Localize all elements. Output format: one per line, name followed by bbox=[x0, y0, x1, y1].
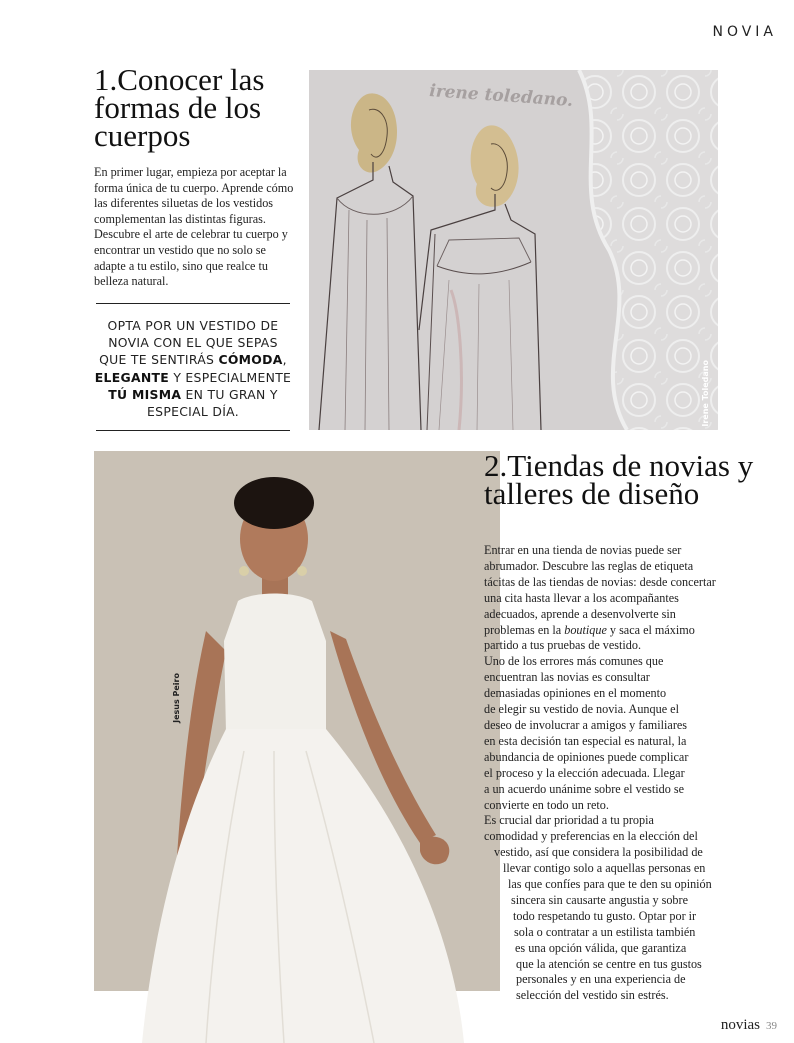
fashion-sketch-image bbox=[309, 70, 718, 430]
section-tag: NOVIA bbox=[712, 24, 777, 40]
section1-body: En primer lugar, empieza por aceptar la forma única de tu cuerpo. Aprende cómo las diferentes siluetas de los vestidos complementan las distintas figuras. Descubre el arte de celebrar tu cuerpo y encontrar un vestido que no solo se adapte a tu estilo, sino que realce tu belleza natural. bbox=[94, 165, 294, 289]
quote-bottom-rule bbox=[96, 430, 290, 431]
sketch-brand-text: irene toledano. bbox=[428, 81, 574, 112]
section2-heading: 2.Tiendas de novias y talleres de diseño bbox=[484, 448, 754, 511]
bride-photo-credit: Jesus Peiro bbox=[172, 673, 181, 723]
pullquote: OPTA POR UN VESTIDO DE NOVIA CON EL QUE SEPAS QUE TE SENTIRÁS CÓMODA, ELEGANTE Y ESPECIALMENTE TÚ MISMA EN TU GRAN Y ESPECIAL DÍA. bbox=[94, 318, 292, 420]
section1-heading: 1.Conocer las formas de los cuerpos bbox=[94, 62, 265, 153]
quote-top-rule bbox=[96, 303, 290, 304]
sketch-photo-credit: Irene Toledano bbox=[701, 360, 710, 427]
page-footer bbox=[721, 1016, 777, 1034]
sketch-illustration bbox=[309, 70, 718, 430]
page-number: 39 bbox=[766, 1020, 777, 1032]
footer-brand: novias bbox=[720, 1017, 760, 1033]
bride-illustration bbox=[94, 451, 500, 1043]
bride-photo bbox=[94, 451, 500, 1043]
section2-body: Entrar en una tienda de novias puede ser abrumador. Descubre las reglas de etiqueta tácitas de las tiendas de novias: desde concertar una cita hasta llevar a los acompañantes adecuados, aprende a desenvolverte sin problemas en la boutique y saca el máximo partido a tus pruebas de vestido. Uno de los errores más comunes que encuentran las novias es consultar demasiadas opiniones en el momento de elegir su vestido de novia. Aunque el deseo de involucrar a amigos y familiares en esta decisión tan especial es natural, la abundancia de opiniones puede complicar el proceso y la elección adecuada. Llegar a un acuerdo unánime sobre el vestido se convierte en todo un reto. Es crucial dar prioridad a tu propia comodidad y preferencias en la elección del vestido, así que considera la posibilidad de llevar contigo solo a aquellas personas en las que confíes para que te den su opinión sincera sin causarte angustia y sobre todo respetando tu gusto. Optar por ir sola o contratar a un estilista también es una opción válida, que garantiza que la atención se centre en tus gustos personales y en una experiencia de selección del vestido sin estrés. bbox=[484, 543, 716, 1003]
